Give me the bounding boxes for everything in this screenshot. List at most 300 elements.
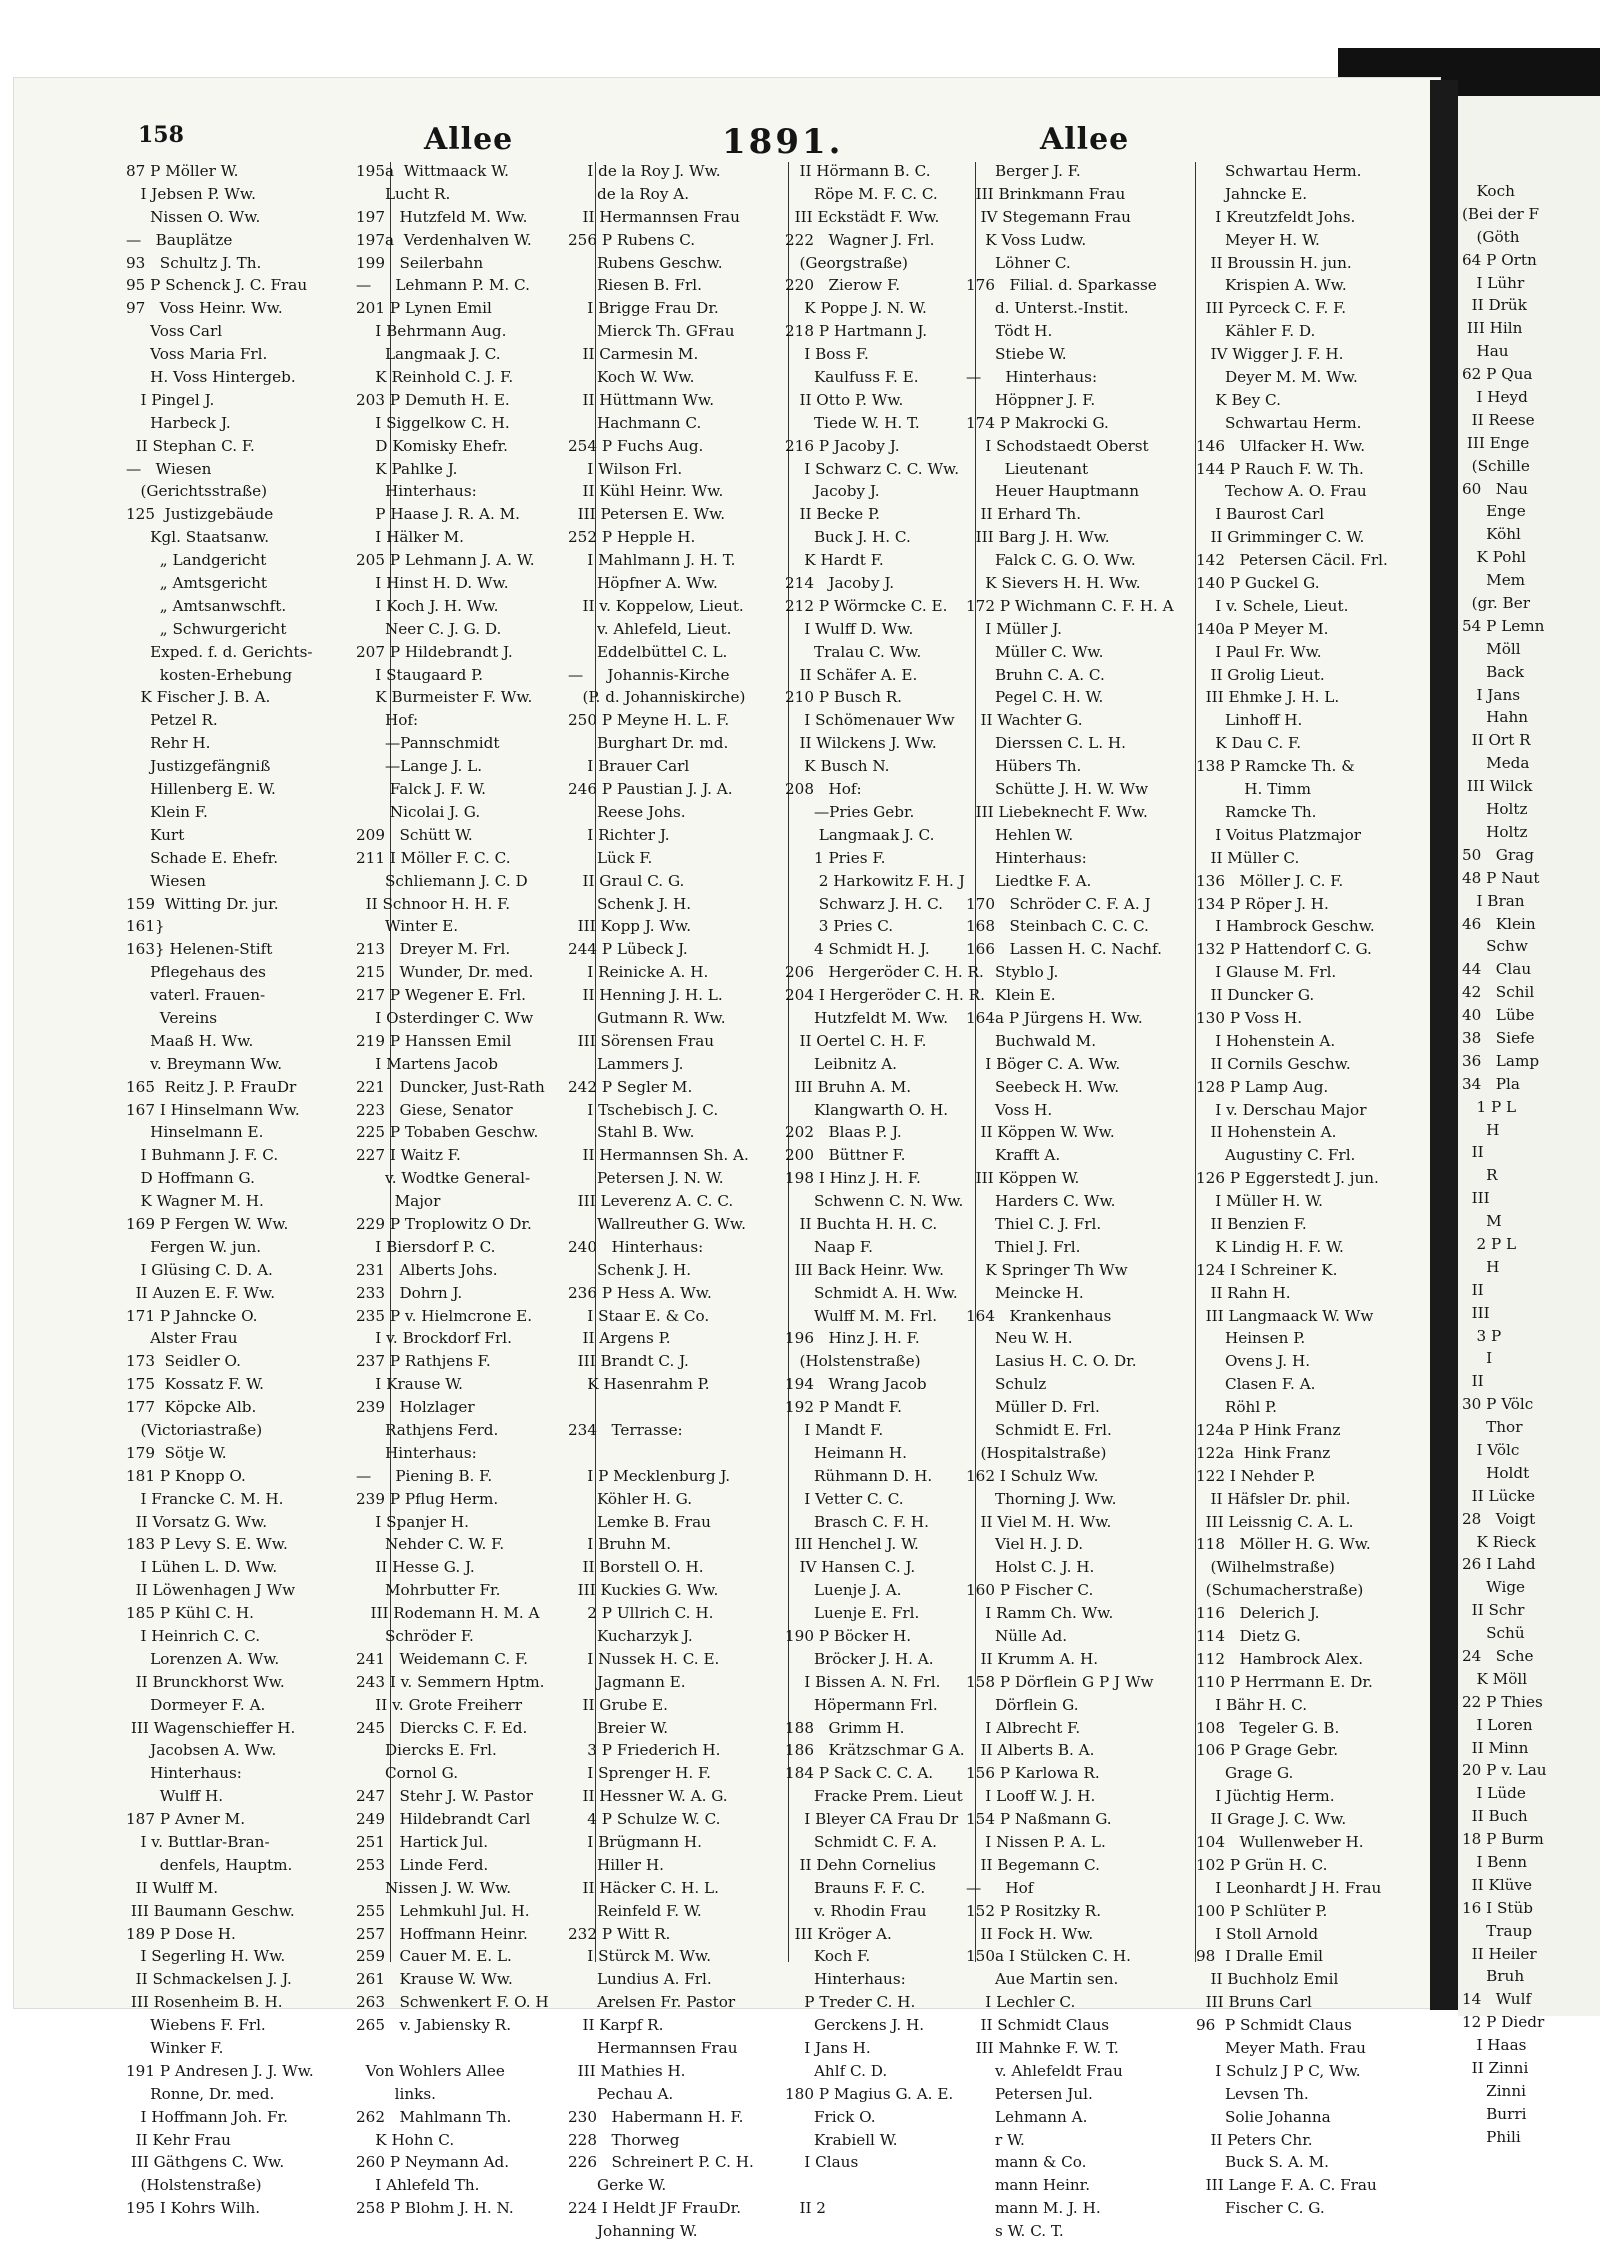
directory-entry: 3 P Friederich H. — [568, 1741, 721, 1760]
directory-entry: Thorning J. Ww. — [966, 1489, 1117, 1508]
directory-entry: 138 P Ramcke Th. & — [1196, 757, 1355, 776]
directory-entry: Müller D. Frl. — [966, 1398, 1100, 1417]
directory-entry: I Francke C. M. H. — [126, 1489, 284, 1508]
directory-entry: 212 P Wörmcke C. E. — [785, 596, 948, 615]
directory-entry: Rathjens Ferd. — [356, 1420, 499, 1439]
directory-entry: 213 Dreyer M. Frl. — [356, 940, 511, 959]
directory-entry: 229 P Troplowitz O Dr. — [356, 1214, 532, 1233]
directory-entry: Kähler F. D. — [1196, 322, 1316, 341]
facing-page-entry: I Haas — [1462, 2036, 1527, 2055]
directory-entry: II Fock H. Ww. — [966, 1924, 1094, 1943]
directory-entry: Dormeyer F. A. — [126, 1695, 266, 1714]
directory-entry: 240 Hinterhaus: — [568, 1237, 704, 1256]
directory-entry: II Argens P. — [568, 1329, 671, 1348]
directory-entry: Hinterhaus: — [356, 1443, 477, 1462]
directory-entry: I Baurost Carl — [1196, 505, 1325, 524]
directory-entry: 222 Wagner J. Frl. — [785, 230, 935, 249]
scan-margin — [0, 0, 14, 2177]
directory-entry: I Nissen P. A. L. — [966, 1833, 1106, 1852]
directory-entry: denfels, Hauptm. — [126, 1855, 293, 1874]
page-number: 158 — [138, 122, 184, 148]
directory-entry: 167 I Hinselmann Ww. — [126, 1100, 300, 1119]
directory-entry: Jacobsen A. Ww. — [126, 1741, 277, 1760]
directory-entry: Schröder F. — [356, 1627, 474, 1645]
directory-entry: II Auzen E. F. Ww. — [126, 1283, 276, 1302]
directory-entry: Löhner C. — [966, 253, 1071, 272]
facing-page-entry: 2 P L — [1462, 1234, 1517, 1253]
directory-entry: Hachmann C. — [568, 413, 702, 432]
facing-page-entry: 54 P Lemn — [1462, 616, 1545, 635]
directory-entry: 200 Büttner F. — [785, 1146, 906, 1165]
directory-entry: Pegel C. H. W. — [966, 688, 1104, 707]
directory-entry: — Piening B. F. — [356, 1466, 493, 1485]
directory-entry: I Brigge Frau Dr. — [568, 299, 719, 318]
directory-entry: Lammers J. — [568, 1054, 684, 1073]
directory-entry: II Schnoor H. H. F. — [356, 894, 511, 913]
directory-entry: Hehlen W. — [966, 825, 1074, 844]
facing-page-entry: Phili — [1462, 2127, 1521, 2146]
facing-page-entry: III Hiln — [1462, 319, 1523, 338]
directory-entry: (Victoriastraße) — [126, 1420, 263, 1439]
directory-entry: I Bissen A. N. Frl. — [785, 1672, 941, 1691]
directory-entry: 218 P Hartmann J. — [785, 322, 928, 341]
directory-entry: I Hoffmann Joh. Fr. — [126, 2107, 288, 2126]
directory-entry: II Hüttmann Ww. — [568, 390, 715, 409]
facing-page-entry: K Pohl — [1462, 548, 1527, 567]
directory-entry: Ahlf C. D. — [785, 2061, 888, 2080]
directory-entry: 112 Hambrock Alex. — [1196, 1649, 1364, 1668]
directory-entry: Ramcke Th. — [1196, 802, 1317, 821]
directory-entry: Styblo J. — [966, 963, 1059, 982]
directory-entry: Dörflein G. — [966, 1695, 1079, 1714]
directory-entry: II Hermannsen Frau — [568, 207, 740, 226]
facing-page-entry: Zinni — [1462, 2081, 1526, 2100]
directory-entry: 3 Pries C. — [785, 917, 894, 936]
facing-page-entry: Schw — [1462, 937, 1528, 956]
directory-entry: Schmidt E. Frl. — [966, 1420, 1112, 1439]
directory-entry: 158 P Dörflein G P J Ww — [966, 1672, 1154, 1691]
directory-entry: I Bähr H. C. — [1196, 1695, 1308, 1714]
directory-entry: 150a I Stülcken C. H. — [966, 1947, 1131, 1966]
directory-entry: I Jans H. — [785, 2039, 871, 2058]
directory-entry: Johanning W. — [568, 2222, 698, 2241]
directory-entry: Jahncke E. — [1196, 184, 1308, 203]
directory-entry: I Böger C. A. Ww. — [966, 1054, 1121, 1073]
directory-entry: I Lechler C. — [966, 1993, 1076, 2012]
directory-entry: Reese Johs. — [568, 802, 686, 821]
directory-entry: 189 P Dose H. — [126, 1924, 236, 1943]
directory-entry: Heuer Hauptmann — [966, 482, 1139, 501]
directory-entry — [568, 1442, 754, 1465]
directory-entry: Winker F. — [126, 2039, 224, 2058]
directory-entry: II Wilckens J. Ww. — [785, 734, 937, 753]
facing-page-entry: II Minn — [1462, 1738, 1529, 1757]
directory-entry: I Segerling H. Ww. — [126, 1947, 286, 1966]
address-column-3 — [568, 160, 754, 2243]
directory-entry: II Begemann C. — [966, 1855, 1100, 1874]
directory-entry: 247 Stehr J. W. Pastor — [356, 1787, 533, 1806]
directory-entry: III Ehmke J. H. L. — [1196, 688, 1340, 707]
directory-entry: Lemke B. Frau — [568, 1512, 711, 1531]
directory-entry: 214 Jacoby J. — [785, 574, 895, 593]
directory-entry: I Reinicke A. H. — [568, 963, 709, 982]
directory-entry: 242 P Segler M. — [568, 1077, 693, 1096]
directory-entry: 165 Reitz J. P. FrauDr — [126, 1077, 297, 1096]
directory-entry: Bröcker J. H. A. — [785, 1649, 934, 1668]
facing-page-entry: II Zinni — [1462, 2059, 1529, 2078]
directory-entry: 227 I Waitz F. — [356, 1146, 461, 1165]
directory-entry: K Hardt F. — [785, 551, 884, 570]
directory-entry: Luenje E. Frl. — [785, 1604, 920, 1623]
directory-entry: v. Rhodin Frau — [785, 1901, 927, 1920]
directory-entry: III Liebeknecht F. Ww. — [966, 802, 1148, 821]
directory-entry: (Schumacherstraße) — [1196, 1581, 1364, 1600]
directory-entry: I Hohenstein A. — [1196, 1031, 1336, 1050]
directory-entry: Bruhn C. A. C. — [966, 665, 1105, 684]
facing-page-entry: Möll — [1462, 639, 1521, 658]
directory-entry: 188 Grimm H. — [785, 1718, 905, 1737]
directory-entry: I v. Derschau Major — [1196, 1100, 1367, 1119]
directory-entry: „ Landgericht — [126, 551, 267, 570]
directory-entry: 198 I Hinz J. H. F. — [785, 1169, 921, 1188]
facing-page-entry: K Möll — [1462, 1669, 1528, 1688]
directory-entry: s W. C. T. — [966, 2222, 1064, 2241]
directory-entry: 177 Köpcke Alb. — [126, 1398, 257, 1417]
book-gutter — [1430, 80, 1458, 2010]
facing-page-entry: Hau — [1462, 342, 1509, 361]
directory-entry: Nissen O. Ww. — [126, 207, 261, 226]
directory-entry: 122 I Nehder P. — [1196, 1466, 1316, 1485]
directory-entry: 203 P Demuth H. E. — [356, 390, 510, 409]
directory-entry: „ Schwurgericht — [126, 619, 287, 638]
directory-entry: I Tschebisch J. C. — [568, 1100, 719, 1119]
directory-entry: Petersen Jul. — [966, 2084, 1093, 2103]
directory-entry: I Müller H. W. — [1196, 1192, 1323, 1211]
directory-entry: 217 P Wegener E. Frl. — [356, 986, 527, 1005]
directory-entry: Rehr H. — [126, 734, 211, 753]
directory-entry: 175 Kossatz F. W. — [126, 1375, 264, 1394]
directory-entry: 263 Schwenkert F. O. H — [356, 1993, 549, 2012]
directory-entry: (Holstenstraße) — [785, 1352, 921, 1371]
facing-page-entry: R — [1462, 1166, 1498, 1185]
directory-entry: 184 P Sack C. C. A. — [785, 1764, 934, 1783]
directory-entry: Lorenzen A. Ww. — [126, 1649, 280, 1668]
directory-entry: I Hinst H. D. Ww. — [356, 574, 509, 593]
directory-entry: v. Ahlefeldt Frau — [966, 2061, 1123, 2080]
directory-entry: I Buhmann J. F. C. — [126, 1146, 279, 1165]
directory-entry: 228 Thorweg — [568, 2130, 680, 2149]
directory-entry: 2 P Ullrich C. H. — [568, 1604, 714, 1623]
directory-entry: 196 Hinz J. H. F. — [785, 1329, 920, 1348]
directory-entry: 190 P Böcker H. — [785, 1627, 912, 1645]
directory-entry: Harbeck J. — [126, 413, 231, 432]
directory-entry: III Sörensen Frau — [568, 1031, 715, 1050]
directory-entry: 172 P Wichmann C. F. H. A — [966, 596, 1174, 615]
facing-page-entry: II Drük — [1462, 296, 1527, 315]
directory-entry: III Bruhn A. M. — [785, 1077, 912, 1096]
directory-entry: Heimann H. — [785, 1443, 907, 1462]
directory-entry: Lieutenant — [966, 459, 1089, 478]
address-column-6 — [1196, 160, 1388, 2220]
facing-page-entry: 64 P Ortn — [1462, 250, 1537, 269]
directory-entry: 237 P Rathjens F. — [356, 1352, 491, 1371]
directory-entry: I Schwarz C. C. Ww. — [785, 459, 960, 478]
facing-page-entry: II Heiler — [1462, 1944, 1537, 1963]
directory-entry: Wulff H. — [126, 1787, 224, 1806]
directory-entry: II Kehr Frau — [126, 2130, 231, 2149]
directory-entry: Klein F. — [126, 802, 208, 821]
directory-entry: II Häcker C. H. L. — [568, 1878, 719, 1897]
directory-entry: I Schodstaedt Oberst — [966, 436, 1149, 455]
directory-entry: Schmidt C. F. A. — [785, 1833, 937, 1852]
directory-entry: I Albrecht F. — [966, 1718, 1081, 1737]
directory-entry: 164 Krankenhaus — [966, 1306, 1112, 1325]
directory-entry: I Bruhn M. — [568, 1535, 672, 1554]
directory-entry: 160 P Fischer C. — [966, 1581, 1094, 1600]
directory-entry: 245 Diercks C. F. Ed. — [356, 1718, 528, 1737]
directory-entry: —Lange J. L. — [356, 757, 483, 776]
directory-entry: III Brandt C. J. — [568, 1352, 689, 1371]
directory-entry: II Wulff M. — [126, 1878, 219, 1897]
directory-entry: Eddelbüttel C. L. — [568, 642, 728, 661]
facing-page-entry: 62 P Qua — [1462, 365, 1533, 384]
directory-entry: 205 P Lehmann J. A. W. — [356, 551, 535, 570]
directory-entry: Nülle Ad. — [966, 1627, 1068, 1645]
facing-page-entry: M — [1462, 1212, 1502, 1231]
directory-entry: Voss Carl — [126, 322, 223, 341]
directory-entry: K Sievers H. H. Ww. — [966, 574, 1141, 593]
directory-entry: 241 Weidemann C. F. — [356, 1649, 528, 1668]
directory-entry: — Hinterhaus: — [966, 368, 1098, 387]
directory-entry: I Heinrich C. C. — [126, 1627, 261, 1645]
directory-entry: II Grolig Lieut. — [1196, 665, 1325, 684]
directory-entry: 140a P Meyer M. — [1196, 619, 1329, 638]
directory-entry: 102 P Grün H. C. — [1196, 1855, 1328, 1874]
directory-entry: v. Ahlefeld, Lieut. — [568, 619, 732, 638]
directory-entry: Falck C. G. O. Ww. — [966, 551, 1136, 570]
directory-entry: Meyer Math. Frau — [1196, 2039, 1366, 2058]
directory-entry: —Pannschmidt — [356, 734, 500, 753]
directory-entry: Voss Maria Frl. — [126, 345, 268, 364]
directory-entry: Harders C. Ww. — [966, 1192, 1116, 1211]
directory-entry: 159 Witting Dr. jur. — [126, 894, 279, 913]
directory-entry: 154 P Naßmann G. — [966, 1810, 1112, 1829]
facing-page-entry: I Heyd — [1462, 388, 1528, 407]
directory-entry: II Buchholz Emil — [1196, 1970, 1339, 1989]
directory-entry: Buck J. H. C. — [785, 528, 911, 547]
directory-entry: III Henchel J. W. — [785, 1535, 919, 1554]
directory-entry: 124a P Hink Franz — [1196, 1420, 1341, 1439]
directory-entry: IV Hansen C. J. — [785, 1558, 916, 1577]
directory-entry: Fracke Prem. Lieut — [785, 1787, 963, 1806]
directory-entry: 179 Sötje W. — [126, 1443, 227, 1462]
directory-entry: 231 Alberts Johs. — [356, 1260, 498, 1279]
directory-entry: 126 P Eggerstedt J. jun. — [1196, 1169, 1379, 1188]
directory-entry: Frick O. — [785, 2107, 876, 2126]
facing-page-entry: 36 Lamp — [1462, 1051, 1540, 1070]
directory-entry: II Borstell O. H. — [568, 1558, 704, 1577]
directory-entry: — Hof — [966, 1878, 1034, 1897]
directory-entry: 162 I Schulz Ww. — [966, 1466, 1099, 1485]
directory-entry: 249 Hildebrandt Carl — [356, 1810, 531, 1829]
facing-page-entry: 48 P Naut — [1462, 868, 1540, 887]
directory-entry: I Boss F. — [785, 345, 869, 364]
facing-page-entry: II Lücke — [1462, 1486, 1536, 1505]
directory-entry: Nicolai J. G. — [356, 802, 481, 821]
directory-entry: II v. Koppelow, Lieut. — [568, 596, 744, 615]
directory-entry: 256 P Rubens C. — [568, 230, 696, 249]
directory-entry: — Bauplätze — [126, 230, 233, 249]
directory-entry: Köhler H. G. — [568, 1489, 693, 1508]
directory-entry: 202 Blaas P. J. — [785, 1123, 902, 1142]
directory-entry: 265 v. Jabiensky R. — [356, 2016, 512, 2035]
directory-entry: Vereins — [126, 1008, 218, 1027]
directory-entry: K Wagner M. H. — [126, 1192, 264, 1211]
directory-entry: III Leverenz A. C. C. — [568, 1192, 734, 1211]
directory-entry: 201 P Lynen Emil — [356, 299, 492, 318]
directory-entry: Luenje J. A. — [785, 1581, 902, 1600]
directory-entry: I Glüsing C. D. A. — [126, 1260, 273, 1279]
directory-entry: mann & Co. — [966, 2153, 1087, 2172]
directory-entry: I v. Buttlar-Bran- — [126, 1833, 270, 1852]
directory-entry: Kurt — [126, 825, 185, 844]
directory-entry: II Carmesin M. — [568, 345, 699, 364]
directory-entry: Schmidt A. H. Ww. — [785, 1283, 958, 1302]
directory-entry: II Hesse G. J. — [356, 1558, 475, 1577]
directory-entry: 244 P Lübeck J. — [568, 940, 688, 959]
directory-entry: 211 I Möller F. C. C. — [356, 848, 511, 867]
directory-entry: Hinselmann E. — [126, 1123, 264, 1142]
directory-entry: I Nussek H. C. E. — [568, 1649, 720, 1668]
directory-entry: Gutmann R. Ww. — [568, 1008, 726, 1027]
directory-entry: 124 I Schreiner K. — [1196, 1260, 1338, 1279]
facing-page-entry: 44 Clau — [1462, 960, 1532, 979]
directory-entry: Müller C. Ww. — [966, 642, 1104, 661]
directory-entry: II Oertel C. H. F. — [785, 1031, 927, 1050]
directory-entry: 199 Seilerbahn — [356, 253, 484, 272]
facing-page-entry: 50 Grag — [1462, 845, 1534, 864]
facing-page-entry: (gr. Ber — [1462, 594, 1530, 613]
directory-entry: Winter E. — [356, 917, 459, 936]
directory-entry: II Grube E. — [568, 1695, 668, 1714]
directory-entry: Lundius A. Frl. — [568, 1970, 712, 1989]
facing-page-entry: I Loren — [1462, 1715, 1533, 1734]
directory-entry: Wiebens F. Frl. — [126, 2016, 266, 2035]
directory-entry: Hübers Th. — [966, 757, 1082, 776]
facing-page-entry: II Ort R — [1462, 731, 1531, 750]
directory-entry: 224 I Heldt JF FrauDr. — [568, 2199, 742, 2218]
directory-entry: II Alberts B. A. — [966, 1741, 1095, 1760]
directory-entry: — Johannis-Kirche — [568, 665, 730, 684]
directory-entry: K Bey C. — [1196, 390, 1281, 409]
directory-entry: I de la Roy J. Ww. — [568, 162, 721, 180]
directory-entry: D Komisky Ehefr. — [356, 436, 508, 455]
directory-entry: H. Voss Hintergeb. — [126, 368, 296, 387]
directory-entry: III Pyrceck C. F. F. — [1196, 299, 1347, 318]
directory-entry: I Hambrock Geschw. — [1196, 917, 1375, 936]
directory-entry: Hinterhaus: — [356, 482, 477, 501]
directory-entry: I Kreutzfeldt Johs. — [1196, 207, 1356, 226]
directory-entry: (P. d. Johanniskirche) — [568, 688, 746, 707]
directory-entry: I Brauer Carl — [568, 757, 690, 776]
directory-entry: 156 P Karlowa R. — [966, 1764, 1100, 1783]
directory-entry: 246 P Paustian J. J. A. — [568, 780, 733, 799]
directory-entry: 122a Hink Franz — [1196, 1443, 1331, 1462]
directory-entry: links. — [356, 2084, 436, 2103]
directory-entry: 98 I Dralle Emil — [1196, 1947, 1324, 1966]
directory-entry: I Lühen L. D. Ww. — [126, 1558, 278, 1577]
directory-entry: Höpermann Frl. — [785, 1695, 938, 1714]
directory-entry — [568, 1396, 754, 1419]
directory-entry: K Busch N. — [785, 757, 890, 776]
directory-entry: Brasch C. F. H. — [785, 1512, 929, 1531]
directory-entry: I Wulff D. Ww. — [785, 619, 914, 638]
directory-entry: 1 Pries F. — [785, 848, 886, 867]
directory-entry: II Rahn H. — [1196, 1283, 1291, 1302]
facing-page-entry: II Reese — [1462, 410, 1535, 429]
directory-entry: 108 Tegeler G. B. — [1196, 1718, 1340, 1737]
facing-page-entry: II — [1462, 1372, 1484, 1391]
facing-page-entry: Koch — [1462, 182, 1515, 200]
directory-entry: I Wilson Frl. — [568, 459, 683, 478]
directory-entry: 163} Helenen-Stift — [126, 940, 273, 959]
directory-entry: 209 Schütt W. — [356, 825, 473, 844]
address-column-2 — [356, 160, 549, 2220]
facing-page-entry: 60 Nau — [1462, 479, 1528, 498]
directory-entry: II Hermannsen Sh. A. — [568, 1146, 749, 1165]
directory-entry: II Karpf R. — [568, 2016, 664, 2035]
directory-entry: 95 P Schenck J. C. Frau — [126, 276, 308, 295]
directory-entry: III Rosenheim B. H. — [126, 1993, 283, 2012]
directory-entry: 191 P Andresen J. J. Ww. — [126, 2061, 314, 2080]
directory-entry: Schwartau Herm. — [1196, 413, 1362, 432]
directory-entry: Jacoby J. — [785, 482, 880, 501]
directory-entry: 173 Seidler O. — [126, 1352, 241, 1371]
directory-entry: 130 P Voss H. — [1196, 1008, 1303, 1027]
directory-entry: 215 Wunder, Dr. med. — [356, 963, 534, 982]
directory-entry: 93 Schultz J. Th. — [126, 253, 262, 272]
directory-entry: I Biersdorf P. C. — [356, 1237, 496, 1256]
page-header — [0, 122, 1430, 162]
directory-entry: Wulff M. M. Frl. — [785, 1306, 938, 1325]
directory-entry: Lehmann A. — [966, 2107, 1088, 2126]
directory-entry: Meincke H. — [966, 1283, 1084, 1302]
directory-entry: Von Wohlers Allee — [356, 2061, 505, 2080]
directory-entry: Kgl. Staatsanw. — [126, 528, 270, 547]
directory-entry: 169 P Fergen W. Ww. — [126, 1214, 289, 1233]
directory-entry: I Krause W. — [356, 1375, 463, 1394]
directory-entry: 258 P Blohm J. H. N. — [356, 2199, 514, 2218]
directory-entry: Solie Johanna — [1196, 2107, 1331, 2126]
directory-entry: II Benzien F. — [1196, 1214, 1307, 1233]
directory-entry: 261 Krause W. Ww. — [356, 1970, 513, 1989]
directory-entry: 255 Lehmkuhl Jul. H. — [356, 1901, 530, 1920]
facing-page-edge — [1458, 96, 1600, 2146]
directory-entry: Fischer C. G. — [1196, 2199, 1325, 2218]
directory-entry: Reinfeld F. W. — [568, 1901, 702, 1920]
directory-entry: (Georgstraße) — [785, 253, 908, 272]
directory-entry: I Leonhardt J H. Frau — [1196, 1878, 1382, 1897]
directory-entry: 232 P Witt R. — [568, 1924, 671, 1943]
directory-entry: II Schäfer A. E. — [785, 665, 918, 684]
directory-entry: II Krumm A. H. — [966, 1649, 1099, 1668]
directory-entry: III Mahnke F. W. T. — [966, 2039, 1119, 2058]
directory-entry: Wallreuther G. Ww. — [568, 1214, 746, 1233]
directory-entry: 176 Filial. d. Sparkasse — [966, 276, 1157, 295]
directory-entry: II Cornils Geschw. — [1196, 1054, 1351, 1073]
facing-page-entry: II — [1462, 1143, 1484, 1162]
facing-page-entry: Back — [1462, 662, 1525, 681]
